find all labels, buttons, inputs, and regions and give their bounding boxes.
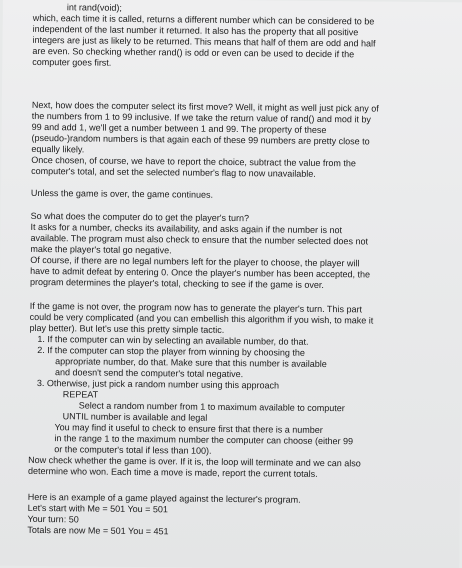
text-line: are even. So checking whether rand() is odd or even can be used to decide if the (32, 45, 355, 60)
text-line: Next, how does the computer select its first move? Well, it might as well just pick any of (31, 99, 379, 114)
tactic-list (28, 334, 429, 459)
text-line: If the game is not over, the program now has to generate the player's turn. This part (29, 300, 363, 315)
list-item: 2. If the computer can stop the player from winning by choosing the (37, 344, 305, 358)
list-note: in the range 1 to the maximum number the computer can choose (either 99 (54, 433, 354, 447)
text-line: It asks for a number, checks its availability, and asks again if the number is not (30, 221, 343, 236)
example-game (27, 492, 427, 540)
text-line: computer's total, and set the selected number's flag to now unavailable. (31, 165, 316, 179)
text-line: integers are just as likely to be returned. This means that half of them are odd and half (32, 34, 376, 49)
text-line: the numbers from 1 to 99 inclusive. If we take the return value of rand() and mod it by (31, 110, 371, 125)
example-line: Let's start with Me = 501 You = 501 (27, 502, 169, 515)
text-line: equally likely. (31, 143, 85, 155)
pseudocode-until: UNTIL number is available and legal (62, 411, 208, 423)
paragraph-game-continues (31, 188, 431, 203)
text-line: could be very complicated (and you can embellish this algorithm if you wish, to make it (29, 311, 374, 326)
text-line: independent of the last number it returned. It also has the property that all positive (32, 23, 359, 38)
paragraph-player-turn (30, 211, 431, 292)
text-line: play better). But let's use this pretty simple tactic. (29, 322, 225, 335)
text-line: (pseudo-)random numbers is that again each of these 99 numbers are pretty close to (31, 132, 370, 147)
text-line: Of course, if there are no legal numbers left for the player to choose, the player will (30, 254, 360, 269)
example-line: Your turn: 50 (27, 513, 79, 525)
text-line: Once chosen, of course, we have to report the choice, subtract the value from the (31, 154, 357, 169)
list-item-continuation: and doesn't send the computer's total negative. (55, 367, 244, 380)
list-note: or the computer's total if less than 100). (54, 444, 212, 456)
paragraph-computer-turn (28, 301, 430, 481)
example-line: Totals are now Me = 501 You = 451 (27, 524, 169, 537)
list-item: 1. If the computer can win by selecting an available number, do that. (37, 333, 309, 347)
text-line: computer goes first. (32, 56, 112, 68)
text-line: int rand(void); (66, 2, 122, 13)
paragraph-rand-description (32, 2, 433, 72)
pseudocode-select: Select a random number from 1 to maximum available to computer (78, 400, 345, 414)
text-line: which, each time it is called, returns a different number which can be considered to be (32, 12, 375, 27)
text-line: available. The program must also check to ensure that the number selected does not (30, 232, 369, 247)
text-line: have to admit defeat by entering 0. Once the player's number has been accepted, the (30, 265, 371, 280)
text-line: determine who won. Each time a move is made, report the current totals. (27, 465, 318, 479)
text-line: Unless the game is over, the game continues. (30, 187, 214, 200)
text-line: 99 and add 1, we'll get a number between 1 and 99. The property of these (31, 121, 327, 135)
example-intro: Here is an example of a game played against the lecturer's program. (27, 491, 301, 505)
text-line: program determines the player's total, checking to see if the game is over. (29, 276, 324, 290)
text-line: Now check whether the game is over. If it is, the loop will terminate and we can also (28, 454, 361, 469)
text-line: So what does the computer do to get the player's turn? (30, 210, 250, 224)
pseudocode-repeat: REPEAT (62, 389, 99, 400)
text-line: make the player's total go negative. (30, 243, 172, 256)
list-note: You may find it useful to check to ensure first that there is a number (54, 422, 323, 435)
list-item: 3. Otherwise, just pick a random number using this approach (36, 377, 280, 391)
paragraph-first-move (31, 100, 432, 181)
list-item-continuation: appropriate number, do that. Make sure that this number is available (55, 356, 327, 370)
